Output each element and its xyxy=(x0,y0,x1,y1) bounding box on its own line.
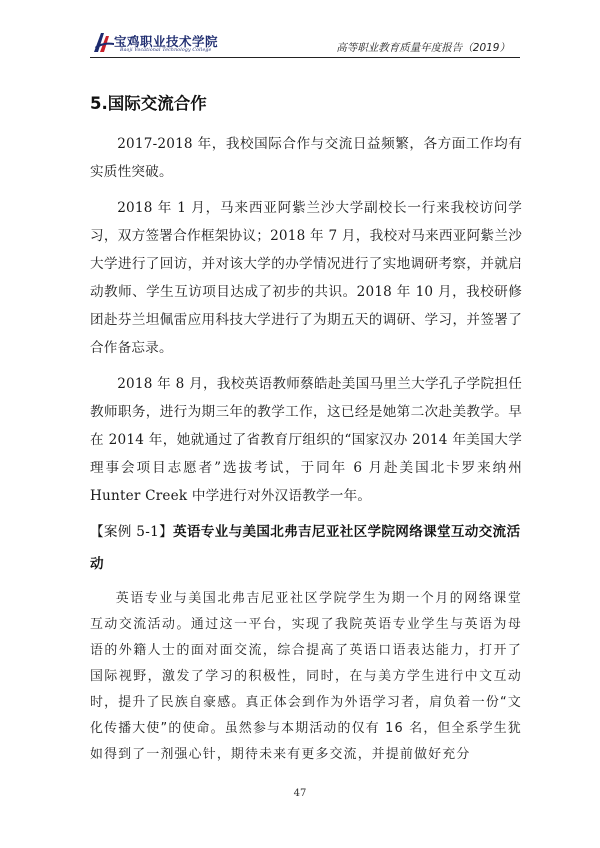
page-number: 47 xyxy=(293,788,307,799)
case-body: 英语专业与美国北弗吉尼亚社区学院学生为期一个月的网络课堂互动交流活动。通过这一平台，实现了我院英语专业学生与英语为母语的外籍人士的面对面交流，综合提高了英语口语表达能力，打开了国际视野，激发了学习的积极性，同时，在与美方学生进行中文互动时，提升了民族自豪感。真正体会到作为外语学习者，肩负着一份“文化传播大使”的使命。虽然参与本期活动的仅有 16 名，但全系学生犹如得到了一剂强心针，期待未来有更多交流，并提前做好充分 xyxy=(90,591,522,762)
paragraph: 2018 年 8 月，我校英语教师蔡皓赴美国马里兰大学孔子学院担任教师职务，进行为期三年的教学工作，这已经是她第二次赴美教学。早在 2014 年，她就通过了省教育厅组织的“国家汉办 2014 年美国大学理事会项目志愿者”选拔考试，于同年 6 月赴美国北卡罗来纳州 Hunter Creek 中学进行对外汉语教学一年。 xyxy=(90,376,522,504)
paragraph: 2017-2018 年，我校国际合作与交流日益频繁，各方面工作均有实质性突破。 xyxy=(90,136,522,180)
case-title xyxy=(90,516,522,580)
page-header xyxy=(0,0,600,64)
report-title: 高等职业教育质量年度报告（2019） xyxy=(336,42,510,54)
page-body xyxy=(90,88,522,768)
college-logo xyxy=(92,30,242,58)
case-title-text: 英语专业与美国北弗吉尼亚社区学院网络课堂互动交流活动 xyxy=(90,524,521,572)
logo-name: 宝鸡职业技术学院 xyxy=(114,34,219,49)
logo-english-name: Baoji Vocational Technology College xyxy=(120,48,212,53)
header-divider xyxy=(90,57,520,58)
case-label: 【案例 5-1】 xyxy=(90,524,173,540)
logo-emblem-icon xyxy=(92,30,116,54)
section-heading: 5.国际交流合作 xyxy=(90,94,207,113)
paragraph: 2018 年 1 月，马来西亚阿紫兰沙大学副校长一行来我校访问学习，双方签署合作框架协议；2018 年 7 月，我校对马来西亚阿紫兰沙大学进行了回访，并对该大学的办学情况进行了实地调研考察，并就启动教师、学生互访项目达成了初步的共识。2018 年 10 月，我校研修团赴芬兰坦佩雷应用科技大学进行了为期五天的调研、学习，并签署了合作备忘录。 xyxy=(90,200,522,356)
